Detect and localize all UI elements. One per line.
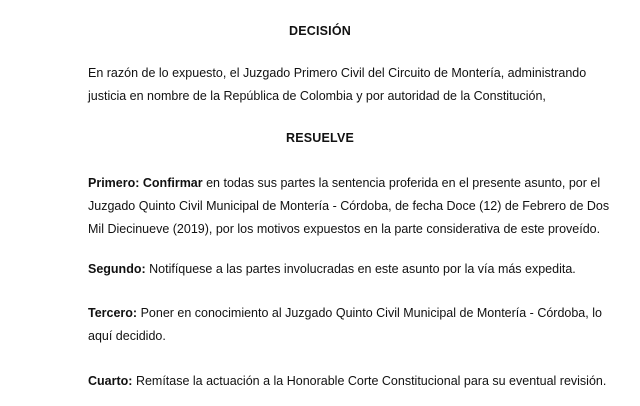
tercero-line-1 (88, 302, 602, 325)
intro-line-1: En razón de lo expuesto, el Juzgado Primero Civil del Circuito de Montería, administrando (88, 66, 587, 80)
segundo-paragraph (88, 258, 582, 281)
tercero-paragraph (88, 302, 602, 348)
decision-heading: DECISIÓN (288, 24, 352, 38)
primero-line-2: Juzgado Quinto Civil Municipal de Montería - Córdoba, de fecha Doce (12) de Febrero de Dos (88, 199, 610, 213)
segundo-label: Segundo: (88, 262, 146, 276)
segundo-line (88, 258, 582, 281)
primero-line-1-text: en todas sus partes la sentencia proferida en el presente asunto, por el (206, 176, 601, 190)
tercero-line-2: aquí decidido. (88, 329, 166, 343)
primero-verb: Confirmar (142, 176, 203, 190)
cuarto-label: Cuarto: (88, 374, 133, 388)
primero-paragraph (88, 172, 610, 241)
primero-line-3: Mil Diecinueve (2019), por los motivos expuestos en la parte considerativa de este proveído. (88, 222, 601, 236)
segundo-text: Notifíquese a las partes involucradas en este asunto por la vía más expedita. (149, 262, 576, 276)
primero-label: Primero: (88, 176, 140, 190)
primero-line-1 (88, 172, 601, 195)
cuarto-text: Remítase la actuación a la Honorable Corte Constitucional para su eventual revisión. (135, 374, 607, 388)
cuarto-paragraph (88, 370, 607, 393)
intro-line-2: justicia en nombre de la República de Colombia y por autoridad de la Constitución, (88, 89, 546, 103)
tercero-line-1-text: Poner en conocimiento al Juzgado Quinto Civil Municipal de Montería - Córdoba, lo (140, 306, 602, 320)
resuelve-heading: RESUELVE (285, 131, 355, 145)
intro-paragraph (88, 62, 587, 108)
cuarto-line (88, 370, 607, 393)
tercero-label: Tercero: (88, 306, 138, 320)
